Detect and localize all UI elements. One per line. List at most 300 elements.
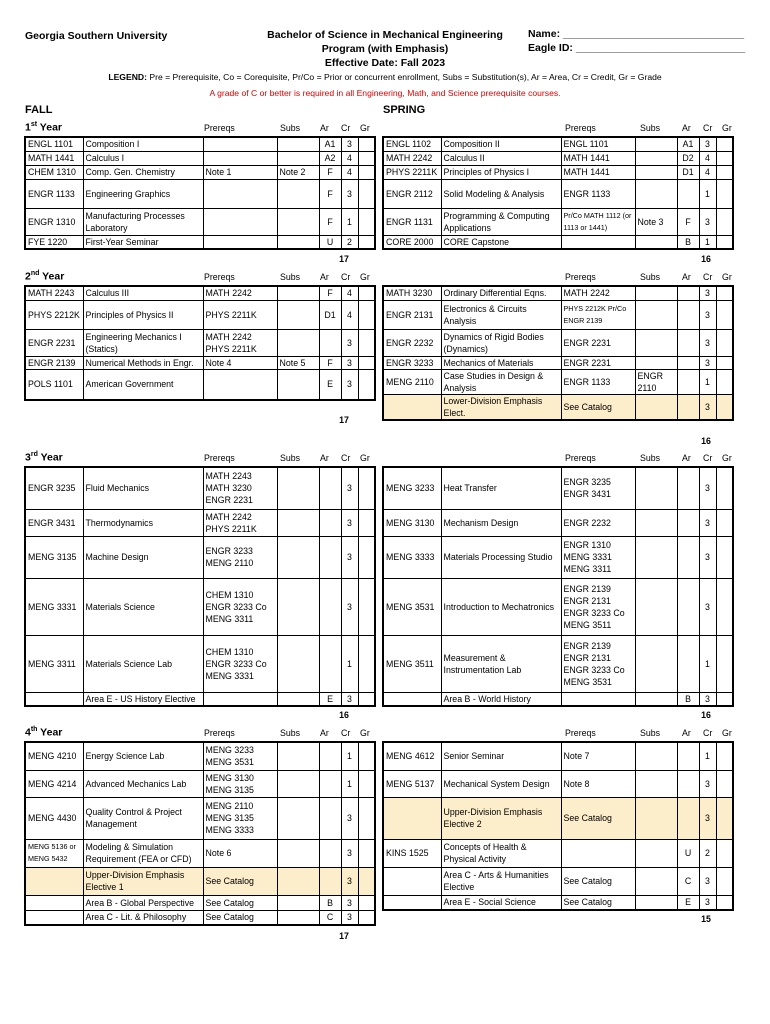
course-row [383,300,733,329]
course-code: CORE 2000 [383,235,441,249]
course-title: Principles of Physics I [441,165,561,179]
course-title: Concepts of Health & Physical Activity [441,839,561,867]
grade-cell[interactable] [358,300,375,329]
course-title: Engineering Mechanics I (Statics) [83,329,203,356]
total-y4-spring: 15 [701,914,711,924]
course-area [677,329,699,356]
course-prereqs: MATH 2242 PHYS 2211K [203,509,277,536]
course-row [383,394,733,420]
course-credits: 3 [341,467,358,509]
course-title: Modeling & Simulation Requirement (FEA or CFD) [83,839,203,867]
total-y4-fall: 17 [339,931,349,941]
course-prereqs [203,137,277,151]
grade-cell[interactable] [358,895,375,910]
grade-cell[interactable] [716,179,733,208]
name-field[interactable]: Name: _______________________________ [528,28,745,40]
course-code: PHYS 2212K [25,300,83,329]
course-prereqs [203,208,277,235]
legend-label: LEGEND: [108,72,147,82]
course-credits: 2 [341,235,358,249]
course-code: MENG 3311 [25,635,83,692]
total-y1-fall: 17 [339,254,349,264]
course-code: MENG 3531 [383,578,441,635]
course-code: PHYS 2211K [383,165,441,179]
course-area: D1 [319,300,341,329]
grade-cell[interactable] [358,692,375,706]
course-area: E [319,692,341,706]
course-title: Mechanism Design [441,509,561,536]
grade-cell[interactable] [716,137,733,151]
course-prereqs: Pr/Co MATH 1112 (or 1113 or 1441) [561,208,635,235]
course-title: Comp. Gen. Chemistry [83,165,203,179]
course-subs [635,895,677,910]
course-subs [277,635,319,692]
course-subs [635,509,677,536]
grade-cell[interactable] [358,151,375,165]
course-area: D2 [677,151,699,165]
course-code [383,867,441,895]
course-prereqs: ENGR 1133 [561,179,635,208]
year-ordinal: rd [30,451,38,458]
col-header-ar: Ar [320,453,329,463]
course-row [383,329,733,356]
col-header-subs: Subs [640,728,661,738]
course-subs [635,742,677,770]
col-header-cr: Cr [341,272,351,282]
course-credits: 4 [341,286,358,300]
course-prereqs: PHYS 2211K [203,300,277,329]
grade-cell[interactable] [358,369,375,400]
total-y3-spring: 16 [701,710,711,720]
course-prereqs: See Catalog [203,910,277,925]
col-header-ar: Ar [682,123,691,133]
col-header-subs: Subs [280,123,301,133]
course-prereqs: Note 4 [203,356,277,369]
grade-cell[interactable] [716,509,733,536]
course-subs [277,179,319,208]
col-header-ar: Ar [682,272,691,282]
course-area: F [319,356,341,369]
total-y2-spring: 16 [701,436,711,446]
grade-cell[interactable] [358,467,375,509]
year-heading-y1 [25,121,62,134]
course-row [383,165,733,179]
course-row [25,839,375,867]
course-area [677,467,699,509]
course-area [677,578,699,635]
course-credits: 3 [699,286,716,300]
year3-fall-table [24,466,376,707]
grade-cell[interactable] [358,797,375,839]
course-area [677,635,699,692]
course-area [677,394,699,420]
grade-cell[interactable] [358,578,375,635]
course-row [383,867,733,895]
legend-text: Pre = Prerequisite, Co = Corequisite, Pr/Co = Prior or concurrent enrollment, Subs = Substitution(s), Ar = Area, Cr = Credit, Gr = Grade [147,72,662,82]
col-header-prereqs: Prereqs [565,272,596,282]
grade-cell[interactable] [716,329,733,356]
course-area: C [319,910,341,925]
course-prereqs: ENGR 1310 MENG 3331 MENG 3311 [561,536,635,578]
course-area: B [677,235,699,249]
course-subs [277,509,319,536]
course-credits: 1 [341,770,358,797]
program-title: Bachelor of Science in Mechanical Engineering [267,29,503,41]
year1-spring-table [382,136,734,250]
course-prereqs: ENGR 1133 [561,369,635,394]
course-code: MENG 3135 [25,536,83,578]
course-credits: 3 [341,797,358,839]
course-code: MATH 2243 [25,286,83,300]
grade-cell[interactable] [358,867,375,895]
year-word: Year [37,451,63,464]
course-row [383,578,733,635]
course-prereqs: ENGR 3235 ENGR 3431 [561,467,635,509]
course-code: MENG 3511 [383,635,441,692]
course-code: ENGR 3235 [25,467,83,509]
course-subs [635,867,677,895]
grade-cell[interactable] [716,286,733,300]
course-title: Calculus I [83,151,203,165]
grade-cell[interactable] [716,467,733,509]
course-row [25,635,375,692]
course-credits: 1 [699,179,716,208]
grade-cell[interactable] [716,839,733,867]
course-subs [635,300,677,329]
course-row [25,509,375,536]
course-code: ENGR 1131 [383,208,441,235]
program-subtitle: Program (with Emphasis) [321,43,449,55]
course-credits: 3 [341,137,358,151]
course-credits: 3 [341,329,358,356]
year-heading-y2 [25,270,64,283]
course-credits: 3 [341,509,358,536]
course-title: Area E - Social Science [441,895,561,910]
grade-cell[interactable] [358,208,375,235]
course-area [319,839,341,867]
course-credits: 4 [341,165,358,179]
course-title: Calculus III [83,286,203,300]
year4-spring-table [382,741,734,911]
course-subs: ENGR 2110 [635,369,677,394]
course-title: Area B - World History [441,692,561,706]
course-area: B [319,895,341,910]
course-title: Materials Science [83,578,203,635]
grade-cell[interactable] [358,635,375,692]
course-credits: 3 [699,394,716,420]
course-area: U [319,235,341,249]
course-title: American Government [83,369,203,400]
grade-cell[interactable] [716,867,733,895]
university-name: Georgia Southern University [25,30,168,42]
course-subs [277,895,319,910]
course-subs [635,179,677,208]
grade-cell[interactable] [358,235,375,249]
total-y3-fall: 16 [339,710,349,720]
course-prereqs: ENGR 2231 [561,356,635,369]
course-area: U [677,839,699,867]
course-code: ENGR 2232 [383,329,441,356]
course-credits: 3 [699,770,716,797]
grade-cell[interactable] [358,770,375,797]
grade-cell[interactable] [358,742,375,770]
course-prereqs: Note 6 [203,839,277,867]
course-subs [635,692,677,706]
grade-cell[interactable] [358,509,375,536]
grade-cell[interactable] [716,578,733,635]
course-row [383,137,733,151]
grade-cell[interactable] [358,286,375,300]
course-code: ENGR 1310 [25,208,83,235]
course-row [25,300,375,329]
grade-cell[interactable] [716,536,733,578]
grade-cell[interactable] [358,165,375,179]
course-code: MENG 3233 [383,467,441,509]
course-credits: 1 [699,235,716,249]
course-prereqs [203,692,277,706]
course-title: Measurement & Instrumentation Lab [441,635,561,692]
course-prereqs: Note 7 [561,742,635,770]
course-area: E [677,895,699,910]
course-title: Programming & Computing Applications [441,208,561,235]
course-subs [635,536,677,578]
course-row [25,165,375,179]
course-prereqs: See Catalog [203,867,277,895]
total-y1-spring: 16 [701,254,711,264]
col-header-cr: Cr [703,123,713,133]
course-title: Machine Design [83,536,203,578]
course-credits: 3 [341,839,358,867]
course-code: MATH 2242 [383,151,441,165]
course-title: Composition I [83,137,203,151]
course-credits: 3 [341,179,358,208]
course-code: MENG 3130 [383,509,441,536]
col-header-cr: Cr [341,123,351,133]
grade-cell[interactable] [716,635,733,692]
course-credits: 4 [699,151,716,165]
grade-cell[interactable] [358,329,375,356]
course-credits: 3 [699,692,716,706]
course-title: Fluid Mechanics [83,467,203,509]
course-row [383,286,733,300]
course-row [25,137,375,151]
course-title: Area C - Arts & Humanities Elective [441,867,561,895]
course-code: MENG 5136 or MENG 5432 [25,839,83,867]
course-title: Upper-Division Emphasis Elective 2 [441,797,561,839]
grade-cell[interactable] [716,356,733,369]
course-credits: 3 [699,578,716,635]
course-title: Thermodynamics [83,509,203,536]
course-subs [635,770,677,797]
course-title: Dynamics of Rigid Bodies (Dynamics) [441,329,561,356]
course-credits: 3 [341,578,358,635]
col-header-gr: Gr [722,272,732,282]
course-row [383,356,733,369]
course-area [319,509,341,536]
year-heading-y3 [25,451,63,464]
col-header-ar: Ar [320,272,329,282]
course-row [383,770,733,797]
grade-cell[interactable] [358,137,375,151]
course-code: ENGL 1101 [25,137,83,151]
course-prereqs: CHEM 1310 ENGR 3233 Co MENG 3311 [203,578,277,635]
course-subs [635,329,677,356]
col-header-gr: Gr [722,453,732,463]
grade-cell[interactable] [358,536,375,578]
course-code: ENGR 3233 [383,356,441,369]
grade-cell[interactable] [716,770,733,797]
course-credits: 3 [699,208,716,235]
course-subs [277,235,319,249]
course-title: CORE Capstone [441,235,561,249]
course-prereqs: See Catalog [561,895,635,910]
grade-cell[interactable] [358,839,375,867]
col-header-prereqs: Prereqs [565,453,596,463]
course-prereqs: MENG 3130 MENG 3135 [203,770,277,797]
course-subs [277,137,319,151]
course-credits: 3 [699,300,716,329]
grade-cell[interactable] [716,742,733,770]
grade-cell[interactable] [716,208,733,235]
col-header-prereqs: Prereqs [204,123,235,133]
grade-cell[interactable] [716,692,733,706]
course-subs: Note 2 [277,165,319,179]
course-code: ENGR 2131 [383,300,441,329]
course-title: Mechanics of Materials [441,356,561,369]
grade-cell[interactable] [716,235,733,249]
course-area [319,797,341,839]
course-title: Composition II [441,137,561,151]
course-row [25,369,375,400]
course-row [25,536,375,578]
course-code: FYE 1220 [25,235,83,249]
col-header-cr: Cr [703,453,713,463]
course-prereqs: MATH 2242 [203,286,277,300]
course-title: Lower-Division Emphasis Elect. [441,394,561,420]
effective-date: Effective Date: Fall 2023 [324,57,446,69]
col-header-prereqs: Prereqs [565,728,596,738]
year-ordinal: th [30,726,38,733]
eagle-id-field[interactable]: Eagle ID: _____________________________ [528,42,746,54]
course-area [677,356,699,369]
year-number: 1 [25,121,31,134]
course-title: Area C - Lit. & Philosophy [83,910,203,925]
course-code [25,910,83,925]
year1-fall-table [24,136,376,250]
course-area: A1 [677,137,699,151]
grade-cell[interactable] [716,797,733,839]
year-number: 4 [25,726,31,739]
course-area [319,635,341,692]
course-code [25,895,83,910]
course-title: Upper-Division Emphasis Elective 1 [83,867,203,895]
course-title: Advanced Mechanics Lab [83,770,203,797]
course-prereqs: MATH 2243 MATH 3230 ENGR 2231 [203,467,277,509]
course-subs [635,467,677,509]
col-header-gr: Gr [360,453,370,463]
course-area [677,300,699,329]
course-title: Calculus II [441,151,561,165]
course-subs [277,797,319,839]
course-row [383,179,733,208]
course-row [383,536,733,578]
course-prereqs: Note 8 [561,770,635,797]
course-credits: 4 [341,151,358,165]
course-subs [277,839,319,867]
course-prereqs [203,369,277,400]
course-code: MENG 2110 [383,369,441,394]
course-title: Heat Transfer [441,467,561,509]
course-prereqs: ENGR 3233 MENG 2110 [203,536,277,578]
year-ordinal: st [30,121,38,128]
course-title: Area E - US History Elective [83,692,203,706]
course-credits: 1 [341,208,358,235]
grade-requirement-note: A grade of C or better is required in all Engineering, Math, and Science prerequisite courses. [209,88,561,98]
course-credits: 3 [699,536,716,578]
course-area [677,770,699,797]
course-area: A1 [319,137,341,151]
col-header-ar: Ar [682,453,691,463]
col-header-subs: Subs [640,123,661,133]
course-subs [277,369,319,400]
legend [0,72,770,82]
grade-cell[interactable] [716,394,733,420]
col-header-ar: Ar [320,123,329,133]
grade-cell[interactable] [716,151,733,165]
course-row [25,179,375,208]
course-credits: 3 [341,536,358,578]
grade-cell[interactable] [358,356,375,369]
course-prereqs: MENG 3233 MENG 3531 [203,742,277,770]
course-code: CHEM 1310 [25,165,83,179]
grade-cell[interactable] [716,895,733,910]
course-area [319,770,341,797]
course-row [383,467,733,509]
course-area: F [319,208,341,235]
course-credits: 3 [341,867,358,895]
course-row [383,895,733,910]
course-row [25,235,375,249]
grade-cell[interactable] [716,300,733,329]
course-row [383,839,733,867]
course-title: Senior Seminar [441,742,561,770]
course-code: ENGR 2139 [25,356,83,369]
year-word: Year [37,726,63,739]
course-credits: 1 [341,742,358,770]
grade-cell[interactable] [716,165,733,179]
course-code: MATH 3230 [383,286,441,300]
course-subs [277,770,319,797]
course-row [383,208,733,235]
course-credits: 3 [699,797,716,839]
course-code: MENG 4210 [25,742,83,770]
course-title: Quality Control & Project Management [83,797,203,839]
grade-cell[interactable] [716,369,733,394]
grade-cell[interactable] [358,910,375,925]
course-title: Principles of Physics II [83,300,203,329]
course-subs [635,578,677,635]
course-area [677,742,699,770]
col-header-prereqs: Prereqs [204,272,235,282]
course-prereqs: ENGR 2139 ENGR 2131 ENGR 3233 Co MENG 3511 [561,578,635,635]
course-code: ENGR 2112 [383,179,441,208]
grade-cell[interactable] [358,179,375,208]
col-header-subs: Subs [280,728,301,738]
course-subs [277,867,319,895]
course-prereqs [561,692,635,706]
course-prereqs: Note 1 [203,165,277,179]
course-subs [277,578,319,635]
